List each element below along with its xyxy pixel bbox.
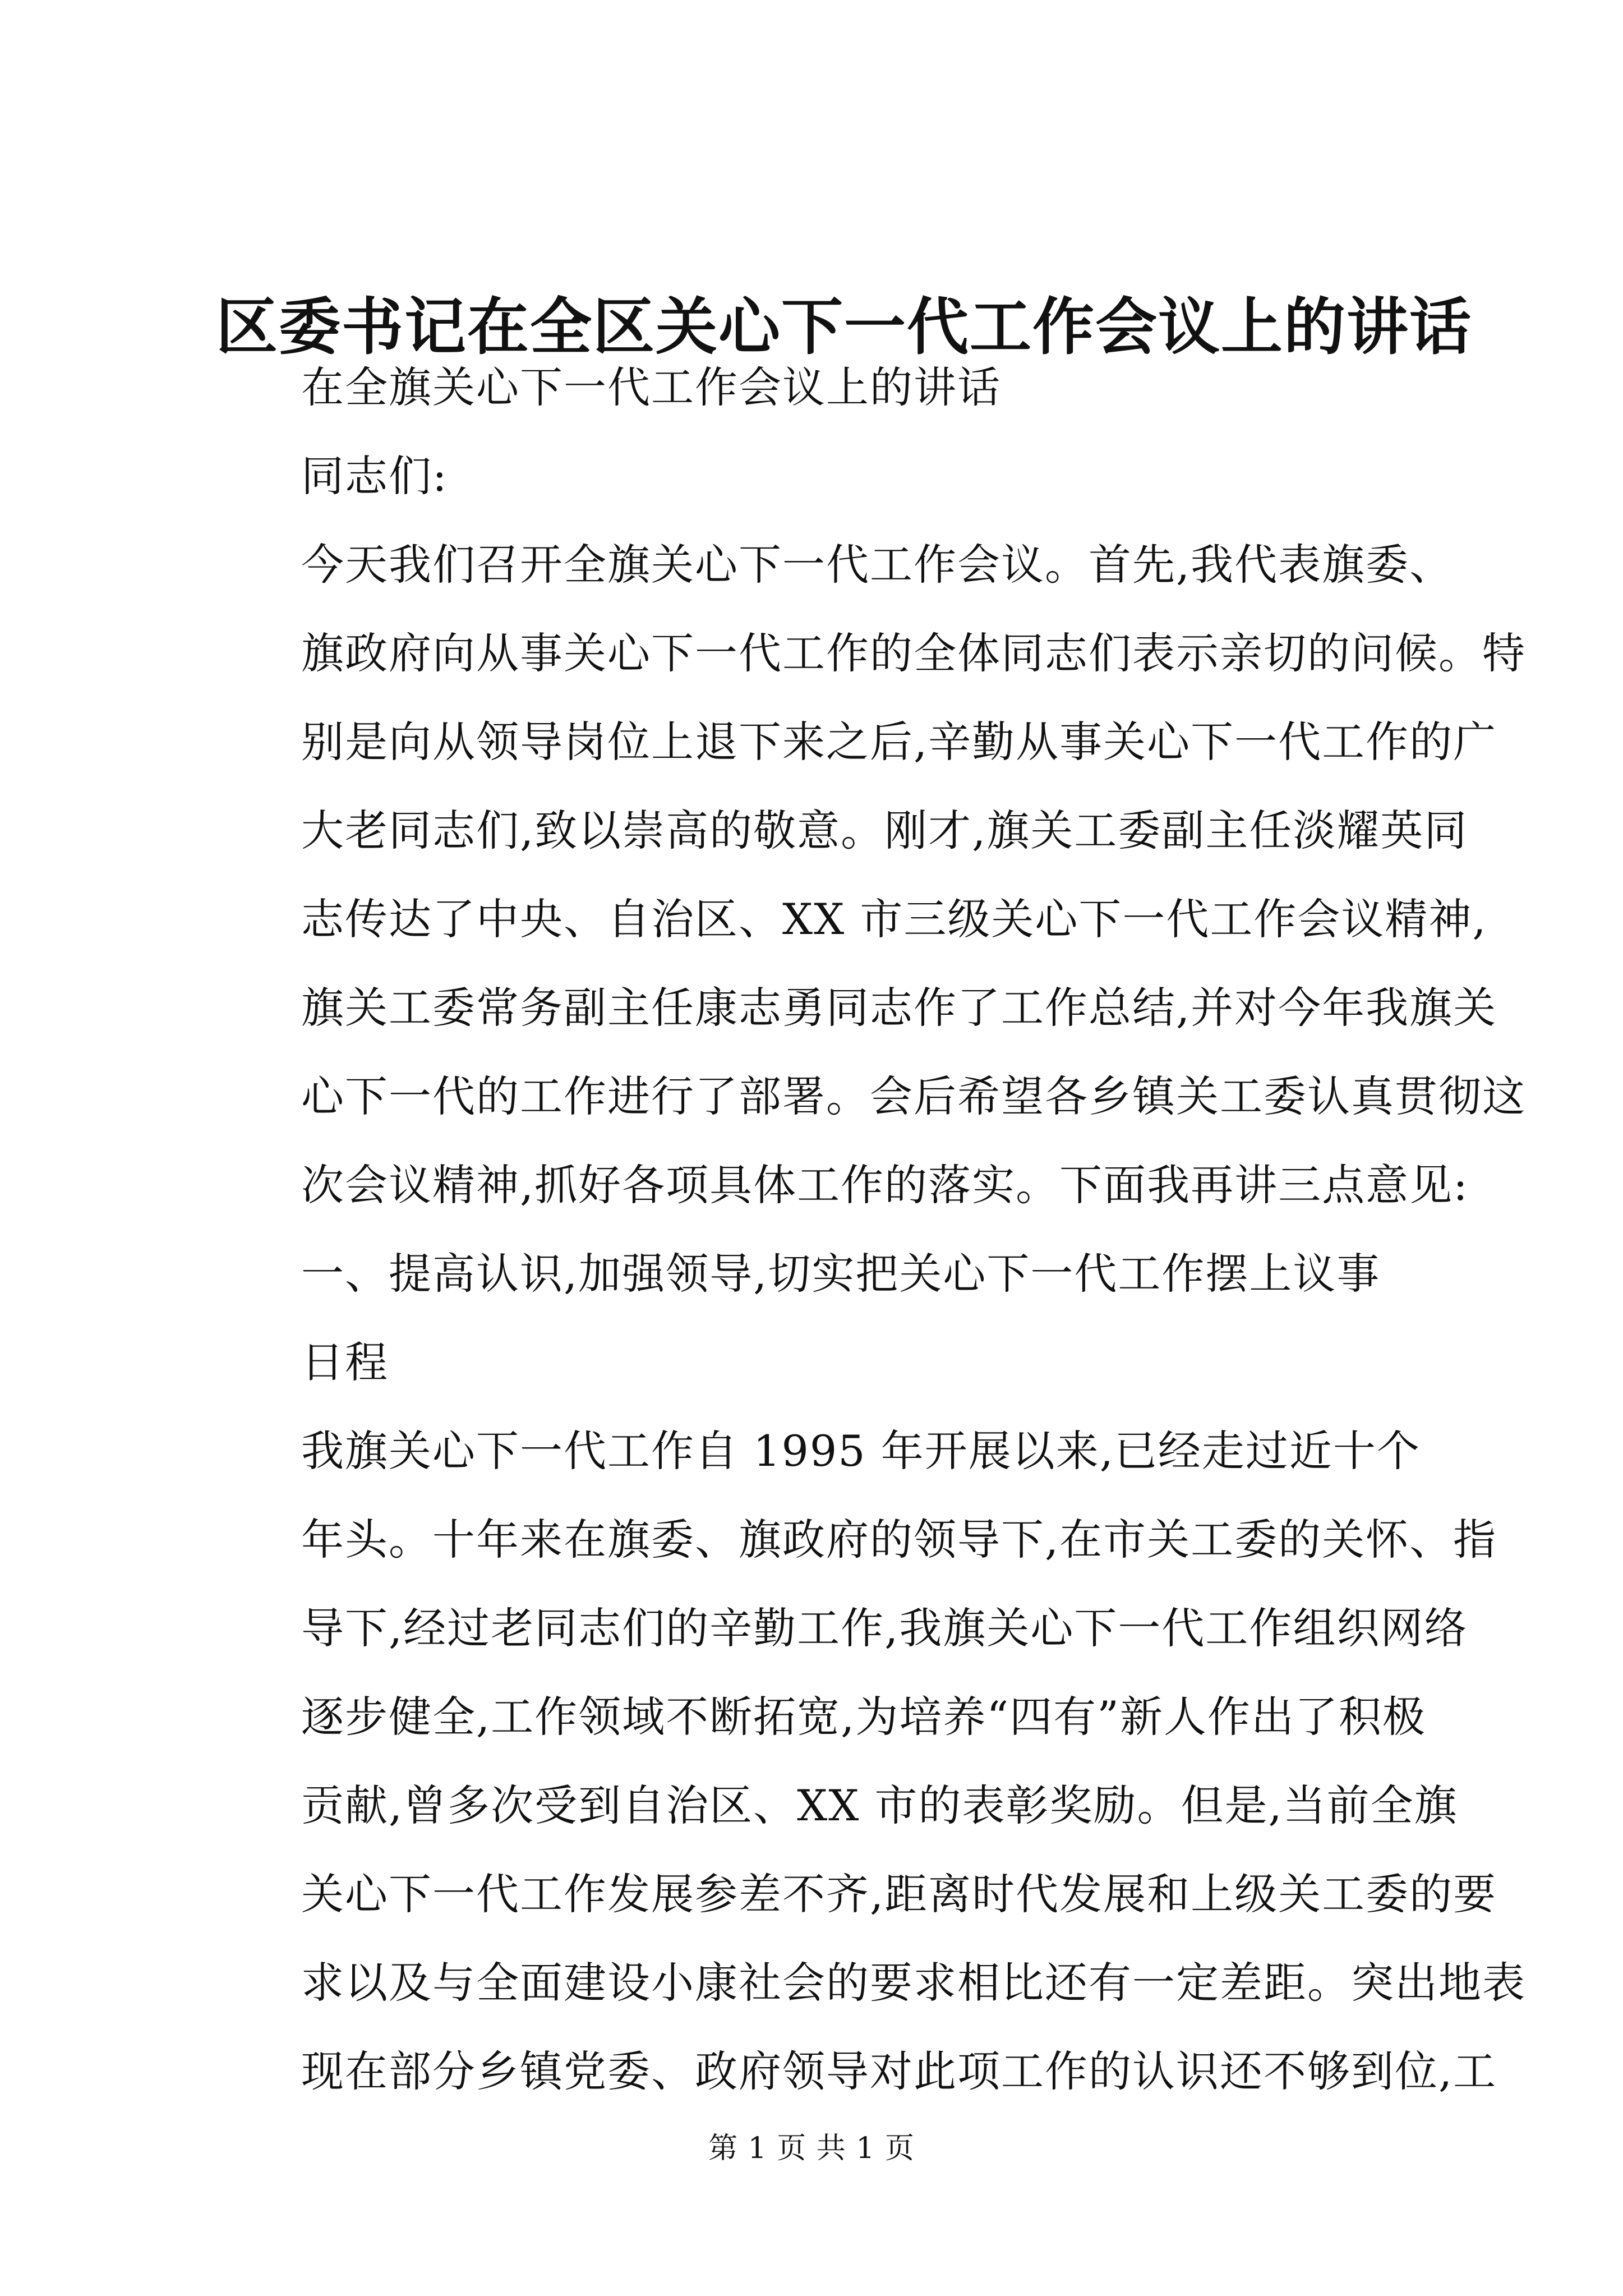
text-line: 导下,经过老同志们的辛勤工作,我旗关心下一代工作组织网络: [301, 1603, 1468, 1653]
text-line: 年头。十年来在旗委、旗政府的领导下,在市关工委的关怀、指: [301, 1515, 1497, 1565]
text-line: 求以及与全面建设小康社会的要求相比还有一定差距。突出地表: [301, 1958, 1526, 2008]
text-line: 一、提高认识,加强领导,切实把关心下一代工作摆上议事: [301, 1249, 1381, 1299]
text-line: 次会议精神,抓好各项具体工作的落实。下面我再讲三点意见:: [301, 1160, 1469, 1210]
text-line: 我旗关心下一代工作自 1995 年开展以来,已经走过近十个: [301, 1426, 1421, 1476]
text-line: 日程: [301, 1337, 389, 1387]
document-title: 区委书记在全区关心下一代工作会议上的讲话: [216, 291, 1472, 363]
document-body: [216, 343, 1526, 2116]
paragraph-section-1: [216, 1407, 1526, 2116]
text-line: 贡献,曾多次受到自治区、XX 市的表彰奖励。但是,当前全旗: [301, 1780, 1458, 1830]
page-number-label: 第 1 页 共 1 页: [708, 2132, 915, 2165]
subtitle: 在全旗关心下一代工作会议上的讲话: [301, 362, 1001, 412]
text-line: 心下一代的工作进行了部署。会后希望各乡镇关工委认真贯彻这: [301, 1071, 1526, 1121]
text-line: 志传达了中央、自治区、XX 市三级关心下一代工作会议精神,: [301, 894, 1487, 944]
text-line: 现在部分乡镇党委、政府领导对此项工作的认识还不够到位,工: [301, 2046, 1497, 2096]
text-line: 别是向从领导岗位上退下来之后,辛勤从事关心下一代工作的广: [301, 717, 1497, 767]
text-line: 逐步健全,工作领域不断拓宽,为培养“四有”新人作出了积极: [301, 1692, 1427, 1742]
text-line: 大老同志们,致以崇高的敬意。刚才,旗关工委副主任淡耀英同: [301, 806, 1468, 855]
salutation: 同志们:: [301, 451, 448, 501]
page-footer: [0, 2132, 1623, 2165]
text-line: 今天我们召开全旗关心下一代工作会议。首先,我代表旗委、: [301, 540, 1454, 590]
text-line: 旗关工委常务副主任康志勇同志作了工作总结,并对今年我旗关: [301, 983, 1497, 1033]
text-line: 关心下一代工作发展参差不齐,距离时代发展和上级关工委的要: [301, 1869, 1497, 1919]
section-heading-1: [216, 1230, 1412, 1407]
text-line: 旗政府向从事关心下一代工作的全体同志们表示亲切的问候。特: [301, 628, 1526, 678]
paragraph-intro: [216, 521, 1526, 1230]
